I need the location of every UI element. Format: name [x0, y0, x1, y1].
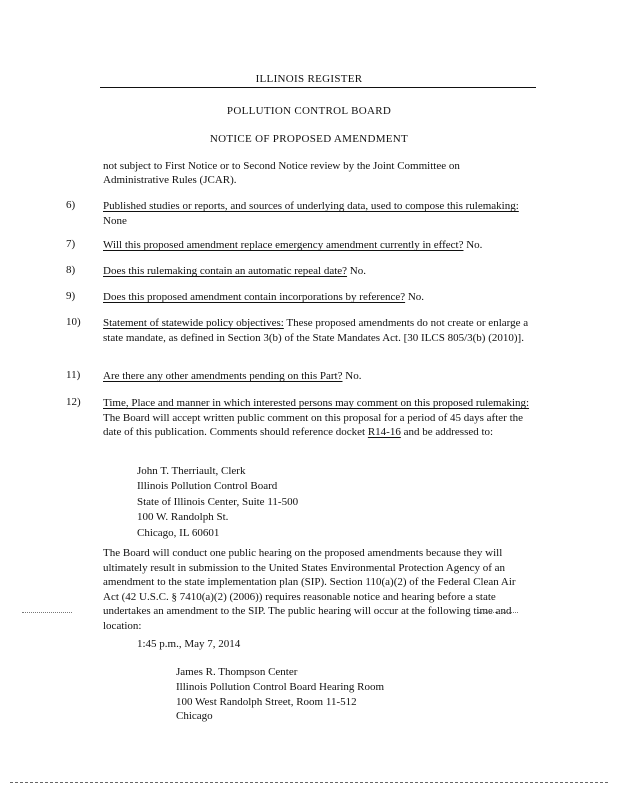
continuation-line-1: not subject to First Notice or to Second Notice review by the Joint Committee on: [103, 160, 460, 172]
item-12-number: 12): [66, 396, 81, 408]
item-11-question: Are there any other amendments pending on this Part?: [103, 370, 343, 382]
address-line: Illinois Pollution Control Board: [137, 480, 278, 493]
item-11: [103, 369, 533, 384]
header-rule: [100, 87, 536, 88]
item-12-docket: R14-16: [367, 426, 401, 439]
address-line: 100 W. Randolph St.: [137, 511, 229, 524]
item-6: [103, 199, 533, 228]
item-9: [103, 290, 533, 305]
hearing-location: [176, 665, 384, 724]
item-12-question: Time, Place and manner in which interested persons may comment on this proposed rulemaking:: [103, 397, 530, 409]
hearing-time: 1:45 p.m., May 7, 2014: [137, 638, 241, 650]
item-7-question: Will this proposed amendment replace emergency amendment currently in effect?: [103, 239, 464, 251]
address-line: State of Illinois Center, Suite 11-500: [137, 495, 299, 508]
item-12-answer-a: The Board will accept written public comment on this proposal for a period of 45 days after the date of this publication. Comments should reference docket: [103, 411, 524, 439]
scan-artifact: [478, 612, 518, 613]
item-11-number: 11): [66, 369, 81, 381]
item-11-answer: No.: [345, 370, 362, 382]
address-line: John T. Therriault, Clerk: [137, 465, 246, 477]
item-7-answer: No.: [466, 239, 483, 251]
scan-artifact: [22, 612, 72, 613]
hearing-paragraph: The Board will conduct one public hearing on the proposed amendments because they will ultimately result in submission to the United States Environmental Protection Agency of an amendment to the state implementation plan (SIP). Section 110(a)(2) of the Federal Clean Air Act (42 U.S.C. § 7410(a)(2) (2006)) requires reasonable notice and hearing before a state undertakes an amendment to the SIP. The public hearing will occur at the following time and location:: [103, 547, 516, 632]
location-line: James R. Thompson Center: [176, 666, 298, 678]
item-8: [103, 264, 533, 279]
continuation-line-2: Administrative Rules (JCAR).: [103, 174, 237, 186]
item-6-number: 6): [66, 199, 76, 211]
item-12-answer-b: and be addressed to:: [403, 426, 494, 439]
item-9-number: 9): [66, 290, 76, 302]
location-line: Chicago: [176, 710, 213, 723]
item-6-question: Published studies or reports, and sources of underlying data, used to compose this rulemaking:: [103, 200, 519, 212]
item-10: [103, 316, 533, 345]
item-6-answer: None: [103, 214, 127, 227]
item-8-answer: No.: [349, 265, 366, 277]
item-9-question: Does this proposed amendment contain incorporations by reference?: [103, 291, 406, 303]
location-line: 100 West Randolph Street, Room 11-512: [176, 695, 357, 708]
notice-title: NOTICE OF PROPOSED AMENDMENT: [209, 133, 409, 145]
item-10-question: Statement of statewide policy objectives:: [103, 317, 284, 329]
page-bottom-rule: [10, 782, 608, 783]
item-10-answer: These proposed amendments do not create or enlarge a state mandate, as defined in Section 3(b) of the State Mandates Act. [30 ILCS 805/3(b) (2010)].: [103, 317, 529, 344]
item-7-number: 7): [66, 238, 76, 250]
item-9-answer: No.: [407, 291, 425, 303]
item-8-question: Does this rulemaking contain an automatic repeal date?: [103, 265, 348, 277]
item-7: [103, 238, 533, 253]
clerk-address: [137, 464, 298, 541]
register-title: ILLINOIS REGISTER: [255, 73, 363, 85]
item-10-number: 10): [66, 316, 81, 328]
item-12: [103, 396, 533, 440]
location-line: Illinois Pollution Control Board Hearing Room: [176, 680, 385, 693]
item-8-number: 8): [66, 264, 76, 276]
agency-title: POLLUTION CONTROL BOARD: [226, 105, 392, 117]
address-line: Chicago, IL 60601: [137, 526, 220, 539]
